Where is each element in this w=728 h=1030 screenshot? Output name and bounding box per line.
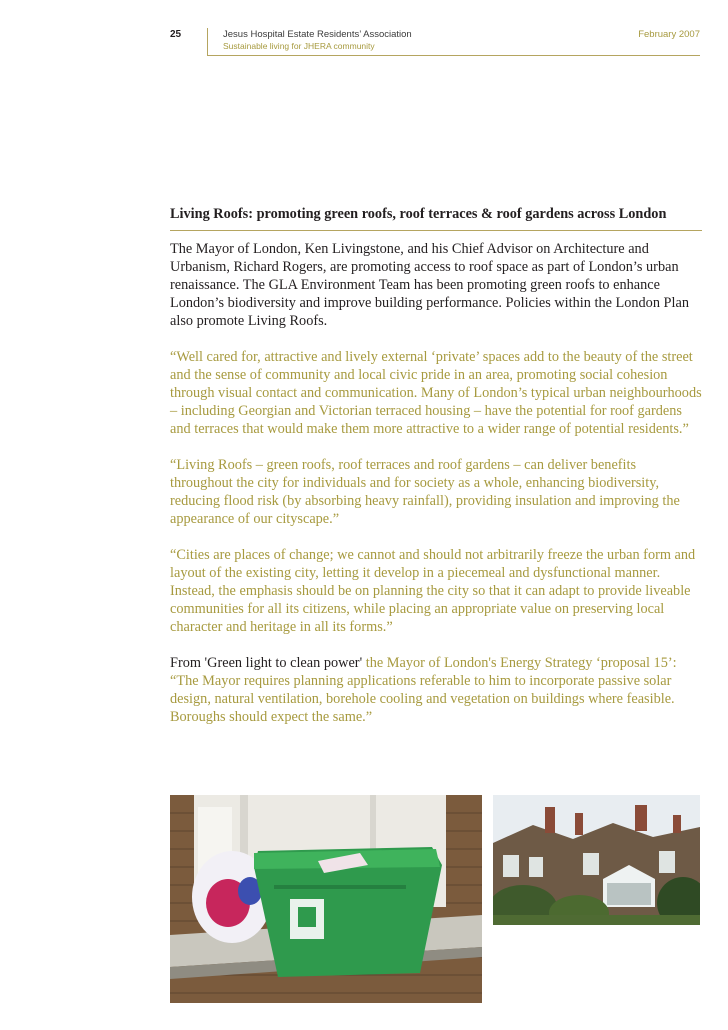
article-title bbox=[170, 205, 702, 231]
article-title-bold: Living Roofs: bbox=[170, 206, 254, 222]
issue-date: February 2007 bbox=[638, 29, 700, 40]
header-divider bbox=[207, 28, 208, 55]
source-attribution: the Mayor of London's Energy Strategy bbox=[362, 655, 596, 671]
source-title: From 'Green light to clean power' bbox=[170, 655, 363, 671]
source-paragraph bbox=[170, 654, 702, 726]
recycling-box-photo bbox=[170, 795, 482, 1003]
page-number: 25 bbox=[170, 29, 182, 40]
article-title-rest: promoting green roofs, roof terraces & roof gardens across London bbox=[253, 206, 667, 222]
quote-paragraph-3: “Cities are places of change; we cannot and should not arbitrarily freeze the urban form and layout of the existing city, letting it develop in a piecemeal and dysfunctional manner. Instead, the emphasis should be on planning the city so that it can adapt to provide liveable communities for all its citizens, while placing an appropriate value on preserving local character and heritage in all its forms.” bbox=[170, 547, 696, 635]
intro-paragraph: The Mayor of London, Ken Livingstone, and his Chief Advisor on Architecture and Urbanism, Richard Rogers, are promoting access to roof space as part of London’s urban renaissance. The GLA Environment Team has been promoting green roofs to enhance London’s biodiversity and improve building performance. Policies within the London Plan also promote Living Roofs. bbox=[170, 241, 689, 329]
page-header bbox=[170, 26, 700, 56]
organization-name: Jesus Hospital Estate Residents’ Association bbox=[223, 29, 412, 40]
header-subtitle: Sustainable living for JHERA community bbox=[223, 41, 375, 51]
quote-paragraph-1: “Well cared for, attractive and lively external ‘private’ spaces add to the beauty of the street and the sense of community and local civic pride in an area, promoting social cohesion through visual contact and communication. Many of London’s typical urban neighbourhoods – including Georgian and Victorian terraced housing – have the potential for roof gardens and terraces that would make them more attractive to a wider range of potential residents.” bbox=[170, 349, 702, 437]
quote-paragraph-2: “Living Roofs – green roofs, roof terraces and roof gardens – can deliver benefits throughout the city for individuals and for society as a whole, enhancing biodiversity, reducing flood risk (by absorbing heavy rainfall), providing insulation and improving the appearance of our cityscape.” bbox=[170, 457, 680, 527]
terraced-houses-photo bbox=[493, 795, 700, 925]
article bbox=[170, 205, 702, 726]
source-quote: ‘proposal 15’: “The Mayor requires planning applications referable to him to incorporate passive solar design, natural ventilation, borehole cooling and vegetation on buildings where feasible. Boroughs should expect the same.” bbox=[170, 655, 677, 725]
header-rule bbox=[207, 55, 700, 56]
